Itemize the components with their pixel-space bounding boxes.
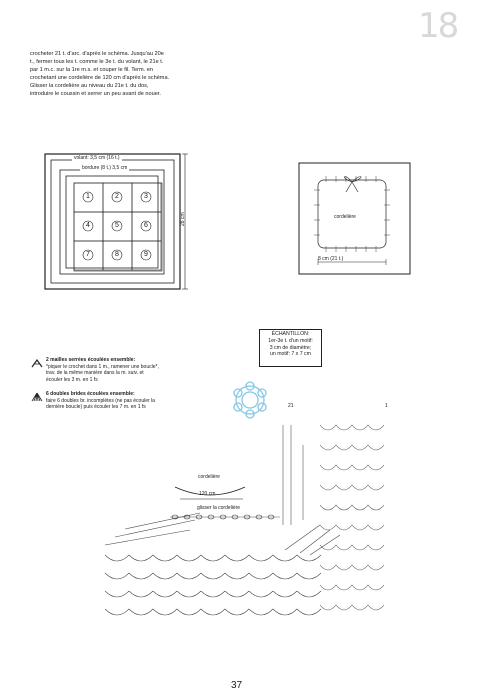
- pillow-bottom-label: 8 cm (21 t.): [318, 256, 344, 262]
- motif-6: 6: [144, 222, 148, 229]
- pillow-center-label: cordelière: [334, 214, 356, 220]
- legend-2-title: 6 doubles brides écoulées ensemble:: [46, 391, 135, 397]
- chart-row-21-label: 21: [288, 403, 294, 409]
- sample-box: [259, 329, 322, 367]
- height-label: 28 cm: [180, 212, 186, 226]
- page-number: 37: [231, 680, 243, 691]
- sample-line-1: 1er-3e t. d'un motif:: [268, 337, 313, 344]
- sample-line-3: un motif: 7 x 7 cm: [270, 351, 311, 358]
- two-sc-together-icon: [31, 358, 43, 368]
- bordure-label: bordure (8 t.) 3,5 cm: [82, 165, 128, 171]
- chart-cordeliere-label: cordelière: [198, 474, 220, 480]
- legend-item-1: [46, 357, 161, 383]
- six-dc-cluster-icon: [31, 392, 43, 402]
- crochet-chart: [95, 405, 400, 640]
- chart-row-1-label: 1: [385, 403, 388, 409]
- motif-5: 5: [115, 222, 119, 229]
- page-header-number: 18: [418, 6, 458, 46]
- motif-7: 7: [86, 251, 90, 258]
- motif-3: 3: [144, 193, 148, 200]
- square-schematic: [40, 150, 200, 300]
- motif-2: 2: [115, 193, 119, 200]
- legend-1-text: *piquer le crochet dans 1 m., ramener une boucle*, trav. de la même manière dans la m. suiv. et écouler les 3 m. en 1 fs: [46, 363, 159, 383]
- motif-9: 9: [144, 251, 148, 258]
- instructions-text: crocheter 21 t. d'arc. d'après le schéma. Jusqu'au 20e t., fermer tous les t. comme le 3e t. du volant, le 21e t. par 1 m.c. sur la 1re m.s. et couper le fil. Term. en crochetant une cordelière de 120 cm d'après le schéma. Glisser la cordelière au niveau du 21e t. du dos, introduire le coussin et serrer un peu avant de nouer.: [30, 51, 170, 97]
- sample-title: ÉCHANTILLON:: [271, 331, 310, 337]
- motif-4: 4: [86, 222, 90, 229]
- chart-length-label: 120 cm: [199, 491, 216, 497]
- motif-8: 8: [115, 251, 119, 258]
- legend-1-title: 2 mailles serrées écoulées ensemble:: [46, 357, 136, 363]
- motif-1: 1: [86, 193, 90, 200]
- chart-slide-label: glisser la cordelière: [197, 505, 241, 511]
- sample-line-2: 3 cm de diamètre;: [269, 344, 312, 351]
- volant-label: volant: 3,5 cm (16 t.): [74, 155, 120, 161]
- pillow-back-schematic: [296, 160, 416, 280]
- legend-2-text: faire 6 doubles br. incomplètes (ne pas écouler la dernière boucle) puis écouler les 7 m. en 1 fs: [46, 397, 155, 410]
